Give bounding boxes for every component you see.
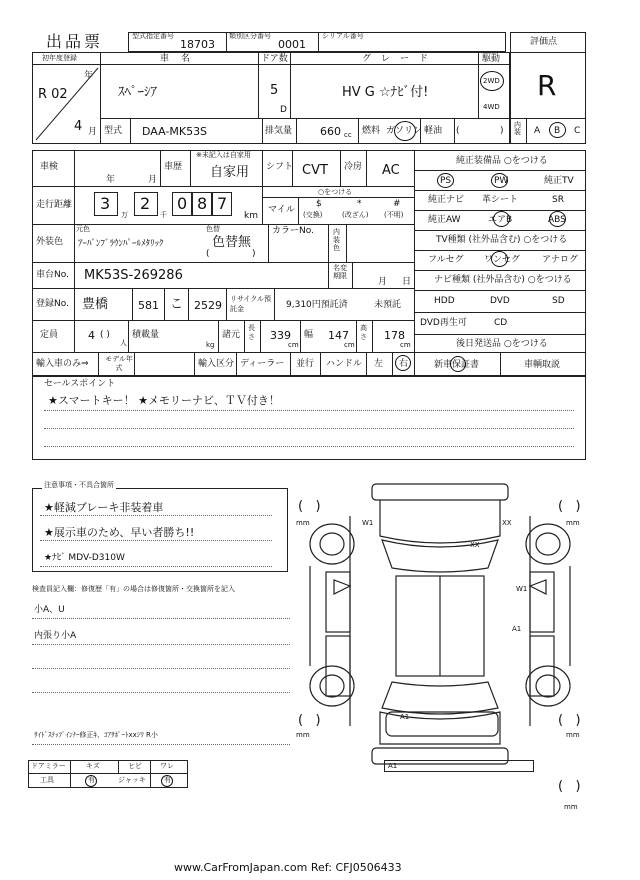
new-car-warranty: 新車保証書 [434,360,480,370]
damage-mark: W1 [362,519,374,527]
inspector-line-5: ｻｲﾄﾞｽﾃｯﾌﾟｲﾝﾅｰ修正ｷ、ｺｱｻﾎﾟｰﾄxxｼﾜ R小 [34,731,158,739]
grade: HV G ☆ﾅﾋﾞ付! [342,85,429,100]
inspector-line-1: 小A、U [34,605,65,615]
capacity: 4 [88,329,95,342]
chassis-number: MK53S-269286 [84,268,183,283]
first-registration: R 02 [38,87,68,102]
damage-mark: W1 [516,585,528,593]
rating-score: R [537,69,557,102]
air-conditioning: AC [382,163,400,178]
car-name: ｽﾍﾟｰｼｱ [118,85,157,100]
equip-pw: PW [494,176,509,186]
damage-mark: A1 [512,625,522,633]
exterior-color: ｱｰﾊﾞﾝﾌﾞﾗｳﾝﾊﾟｰﾙﾒﾀﾘｯｸ [78,239,164,249]
reg-place: 豊橋 [82,297,109,312]
mileage-digit-4: 8 [197,194,208,213]
reg-class-number: 581 [138,299,159,312]
usage-type: 自家用 [210,165,250,180]
inspector-label: 検査員記入欄：修復歴「有」の場合は修復箇所・交換箇所を記入 [32,585,235,593]
reg-serial: 2529 [194,299,222,312]
damage-mark: XX [470,541,480,549]
jack-present: 有 [164,776,171,784]
side-sill-strip [384,760,534,772]
note-line-2: ★展示車のため、早い者勝ち!! [44,526,195,539]
mileage-digit-5: 7 [217,194,228,213]
note-line-3: ★ﾅﾋﾞ MDV-D310W [44,553,125,563]
damage-mark: A1 [400,713,410,721]
tool-present: 有 [88,776,95,784]
drive-2wd-circle [480,71,504,91]
damage-mark: XX [502,519,512,527]
inspector-line-2: 内張り小A [34,631,77,641]
footer-reference: www.CarFromJapan.com Ref: CFJ0506433 [174,861,402,874]
fuel-gasoline: ガソリン [386,126,423,136]
mileage-digit-1: 3 [100,194,111,213]
reg-kana: こ [170,297,184,312]
door-count: 5 [270,83,279,98]
transmission: CVT [302,163,328,178]
equip-abs: ABS [548,215,566,225]
type-number: 18703 [180,38,215,51]
recycle-fee: 9,310円預託済 [286,300,348,310]
equip-ps: PS [440,176,452,186]
equip-airbag: エアB [488,215,513,225]
width: 147 [328,329,349,342]
steering-right: 右 [399,359,409,369]
note-line-1: ★軽減ブレーキ非装着車 [44,501,164,514]
interior-grade: B [554,126,561,136]
page-title: 出品票 [46,32,104,51]
damage-mark: A1 [388,762,398,770]
interior-b-circle [549,122,566,138]
length: 339 [270,329,291,342]
tv-oneseg: ワンセグ [484,255,521,265]
steering-right-circle [395,355,411,371]
repaint-status: 色替無 [212,235,252,250]
sales-point-text: ★スマートキー！ ★メモリーナビ、ＴＶ付き！ [48,394,280,407]
mileage-digit-2: 2 [140,194,151,213]
mileage-digit-3: 0 [177,194,188,213]
model-code: DAA-MK53S [142,125,208,138]
fuel-gas-circle [394,121,416,141]
height: 178 [384,329,405,342]
class-number: 0001 [278,38,306,51]
displacement: 660 [320,125,341,138]
first-reg-month: 4 [74,119,83,134]
drive-2wd: 2WD [483,77,500,85]
